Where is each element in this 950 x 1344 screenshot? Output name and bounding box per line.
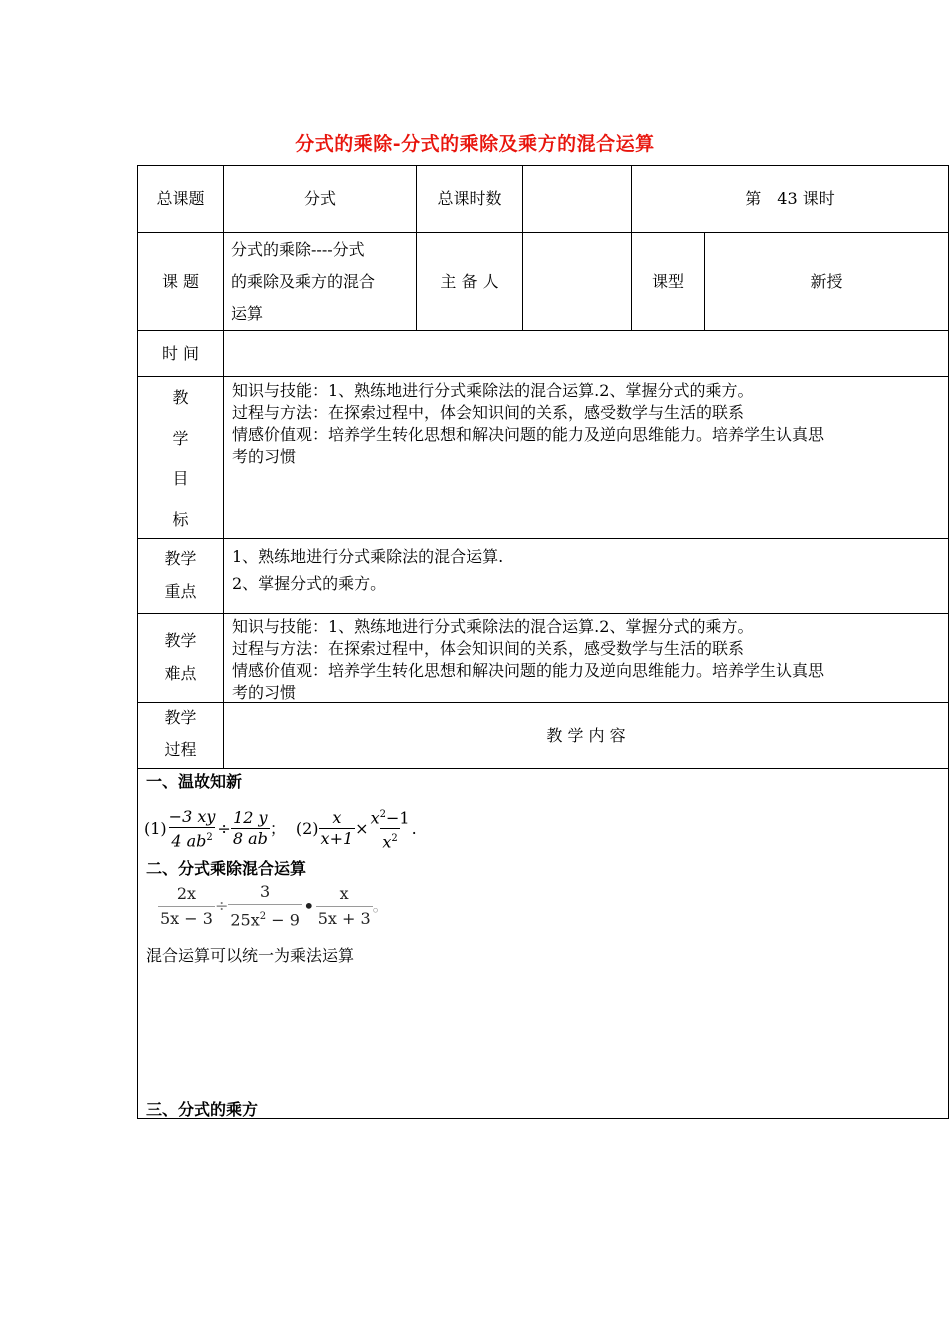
fraction <box>158 882 215 931</box>
label-process <box>138 702 223 766</box>
process-content-header: 教 学 内 容 <box>546 725 626 745</box>
fraction-numerator: x <box>339 883 349 903</box>
fraction-numerator: $x^2-1$ <box>370 808 410 828</box>
fraction <box>316 882 373 931</box>
fraction-numerator: 2x <box>176 883 197 903</box>
value-total-topic: 分式 <box>303 189 336 208</box>
lesson-number: 第 43 课时 <box>745 189 835 208</box>
fraction <box>167 807 218 851</box>
key-points-line: 1、熟练地进行分式乘除法的混合运算. <box>232 547 504 566</box>
goals-label-char: 标 <box>172 509 189 529</box>
fraction-denominator: 4 $ab^2$ <box>169 827 214 851</box>
table-row-divider <box>137 613 949 614</box>
difficulties-line: 情感价值观：培养学生转化思想和解决问题的能力及逆向思维能力。培养学生认真思 <box>232 661 825 680</box>
goals-content <box>232 380 946 468</box>
table-row-divider <box>137 538 949 539</box>
difficulties-label-line: 难点 <box>164 664 197 683</box>
goals-line: 知识与技能：1、熟练地进行分式乘除法的混合运算.2、掌握分式的乘方。 <box>232 381 754 400</box>
fraction <box>369 805 412 853</box>
key-points-content <box>232 543 946 597</box>
label-topic: 课 题 <box>161 271 200 291</box>
fraction-denominator: 5x − 3 <box>158 906 215 931</box>
document-title: 分式的乘除-分式的乘除及乘方的混合运算 <box>295 133 655 155</box>
label-time: 时 间 <box>161 343 200 363</box>
value-time <box>224 331 948 376</box>
process-label-line: 教学 <box>164 708 197 727</box>
divide-operator: ÷ <box>217 818 231 838</box>
difficulties-line: 考的习惯 <box>232 683 297 702</box>
goals-label-char: 学 <box>172 428 189 448</box>
topic-line: 分式的乘除----分式 <box>231 240 365 259</box>
section-heading-mixed: 二、分式乘除混合运算 <box>146 859 307 878</box>
key-points-line: 2、掌握分式的乘方。 <box>232 574 387 593</box>
goals-line: 过程与方法：在探索过程中，体会知识间的关系，感受数学与生活的联系 <box>232 403 745 422</box>
period: 。 <box>372 896 389 916</box>
label-preparer: 主 备 人 <box>440 271 499 291</box>
process-label-line: 过程 <box>164 740 197 759</box>
review-exercises <box>144 805 417 853</box>
fraction <box>231 808 270 849</box>
key-points-label-line: 重点 <box>164 582 197 601</box>
table-row-divider <box>137 768 949 769</box>
fraction-denominator: $25x^2 - 9$ <box>228 904 302 932</box>
fraction-numerator: −3 xy <box>168 806 216 826</box>
fraction-denominator: $x^2$ <box>380 828 399 852</box>
fraction-denominator: 5x + 3 <box>316 906 373 931</box>
difficulties-content <box>232 616 946 704</box>
label-goals <box>138 378 223 538</box>
table-row-divider <box>137 376 949 377</box>
fraction <box>319 808 356 849</box>
difficulties-label-line: 教学 <box>164 631 197 650</box>
period: . <box>411 818 417 838</box>
divide-operator: ÷ <box>214 896 229 916</box>
fraction-denominator: x+1 <box>320 829 354 849</box>
fraction-denominator: 8 ab <box>232 829 268 849</box>
table-border-right <box>948 165 949 1119</box>
key-points-label-line: 教学 <box>164 549 197 568</box>
table-col-divider <box>223 165 224 769</box>
value-total-hours <box>523 166 631 232</box>
label-lesson-type: 课型 <box>651 271 684 291</box>
difficulties-line: 知识与技能：1、熟练地进行分式乘除法的混合运算.2、掌握分式的乘方。 <box>232 617 754 636</box>
section-heading-power: 三、分式的乘方 <box>146 1100 259 1119</box>
topic-line: 的乘除及乘方的混合 <box>231 272 376 291</box>
fraction <box>228 880 302 932</box>
separator: ； <box>269 818 286 838</box>
goals-line: 考的习惯 <box>232 447 297 466</box>
table-border-bottom <box>137 1118 949 1119</box>
ex-marker: (1) <box>144 818 167 838</box>
goals-label-char: 教 <box>172 388 189 407</box>
ex-marker: (2) <box>295 818 319 838</box>
value-topic <box>231 234 413 328</box>
mixed-exercise <box>158 880 389 932</box>
goals-line: 情感价值观：培养学生转化思想和解决问题的能力及逆向思维能力。培养学生认真思 <box>232 425 825 444</box>
topic-line: 运算 <box>231 304 264 323</box>
value-lesson-type: 新授 <box>810 271 843 291</box>
label-total-hours: 总课时数 <box>437 189 502 208</box>
note-text: 混合运算可以统一为乘法运算 <box>146 946 355 965</box>
fraction-numerator: 12 y <box>233 808 268 828</box>
dot-operator: • <box>302 894 315 919</box>
label-difficulties <box>138 624 223 692</box>
label-total-topic: 总课题 <box>156 189 205 208</box>
label-key-points <box>138 542 223 610</box>
value-preparer <box>523 233 631 330</box>
section-heading-review: 一、温故知新 <box>146 772 243 791</box>
difficulties-line: 过程与方法：在探索过程中，体会知识间的关系，感受数学与生活的联系 <box>232 639 745 658</box>
fraction-numerator: 3 <box>260 882 271 901</box>
goals-label-char: 目 <box>172 469 189 488</box>
fraction-numerator: x <box>332 808 342 828</box>
multiply-operator: × <box>355 818 369 838</box>
